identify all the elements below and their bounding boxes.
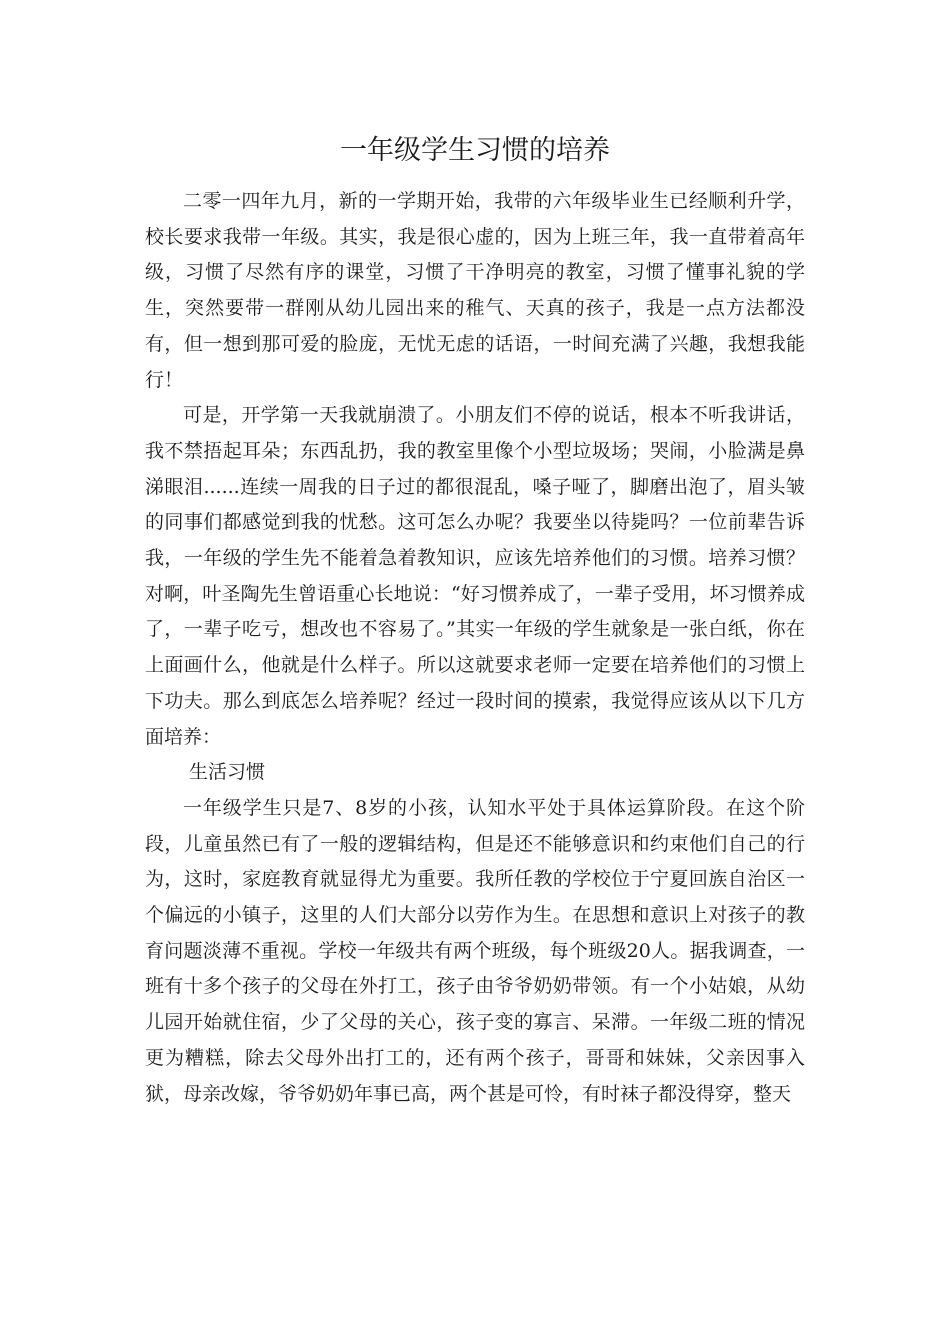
document-body xyxy=(145,184,805,1112)
paragraph-life-habits: 一年级学生只是7、8岁的小孩，认知水平处于具体运算阶段。在这个阶段，儿童虽然已有了一般的逻辑结构，但是还不能够意识和约束他们自己的行为，这时，家庭教育就显得尤为重要。我所任教的学校位于宁夏回族自治区一个偏远的小镇子，这里的人们大部分以劳作为生。在思想和意识上对孩子的教育问题淡薄不重视。学校一年级共有两个班级，每个班级20人。据我调查，一班有十多个孩子的父母在外打工，孩子由爷爷奶奶带领。有一个小姑娘，从幼儿园开始就住宿，少了父母的关心，孩子变的寡言、呆滞。一年级二班的情况更为糟糕，除去父母外出打工的，还有两个孩子，哥哥和妹妹，父亲因事入狱，母亲改嫁，爷爷奶奶年事已高，两个甚是可怜，有时袜子都没得穿，整天 xyxy=(145,796,805,1105)
document-title: 一年级学生习惯的培养 xyxy=(340,135,610,166)
section-heading-life-habits: 生活习惯 xyxy=(189,761,266,784)
paragraph-first-day: 可是，开学第一天我就崩溃了。小朋友们不停的说话，根本不听我讲话，我不禁捂起耳朵；东西乱扔，我的教室里像个小型垃圾场；哭闹，小脸满是鼻涕眼泪......连续一周我的日子过的都很混乱，嗓子哑了，脚磨出泡了，眉头皱的同事们都感觉到我的忧愁。这可怎么办呢？我要坐以待毙吗？一位前辈告诉我，一年级的学生先不能着急着教知识，应该先培养他们的习惯。培养习惯？对啊，叶圣陶先生曾语重心长地说：“好习惯养成了，一辈子受用，坏习惯养成了，一辈子吃亏，想改也不容易了。”其实一年级的学生就象是一张白纸，你在上面画什么，他就是什么样子。所以这就要求老师一定要在培养他们的习惯上下功夫。那么到底怎么培养呢？经过一段时间的摸索，我觉得应该从以下几方面培养： xyxy=(145,404,805,748)
paragraph-intro: 二零一四年九月，新的一学期开始，我带的六年级毕业生已经顺利升学，校长要求我带一年级。其实，我是很心虚的，因为上班三年，我一直带着高年级，习惯了尽然有序的课堂，习惯了干净明亮的教室，习惯了懂事礼貌的学生，突然要带一群刚从幼儿园出来的稚气、天真的孩子，我是一点方法都没有，但一想到那可爱的脸庞，无忧无虑的话语，一时间充满了兴趣，我想我能行！ xyxy=(145,190,805,391)
